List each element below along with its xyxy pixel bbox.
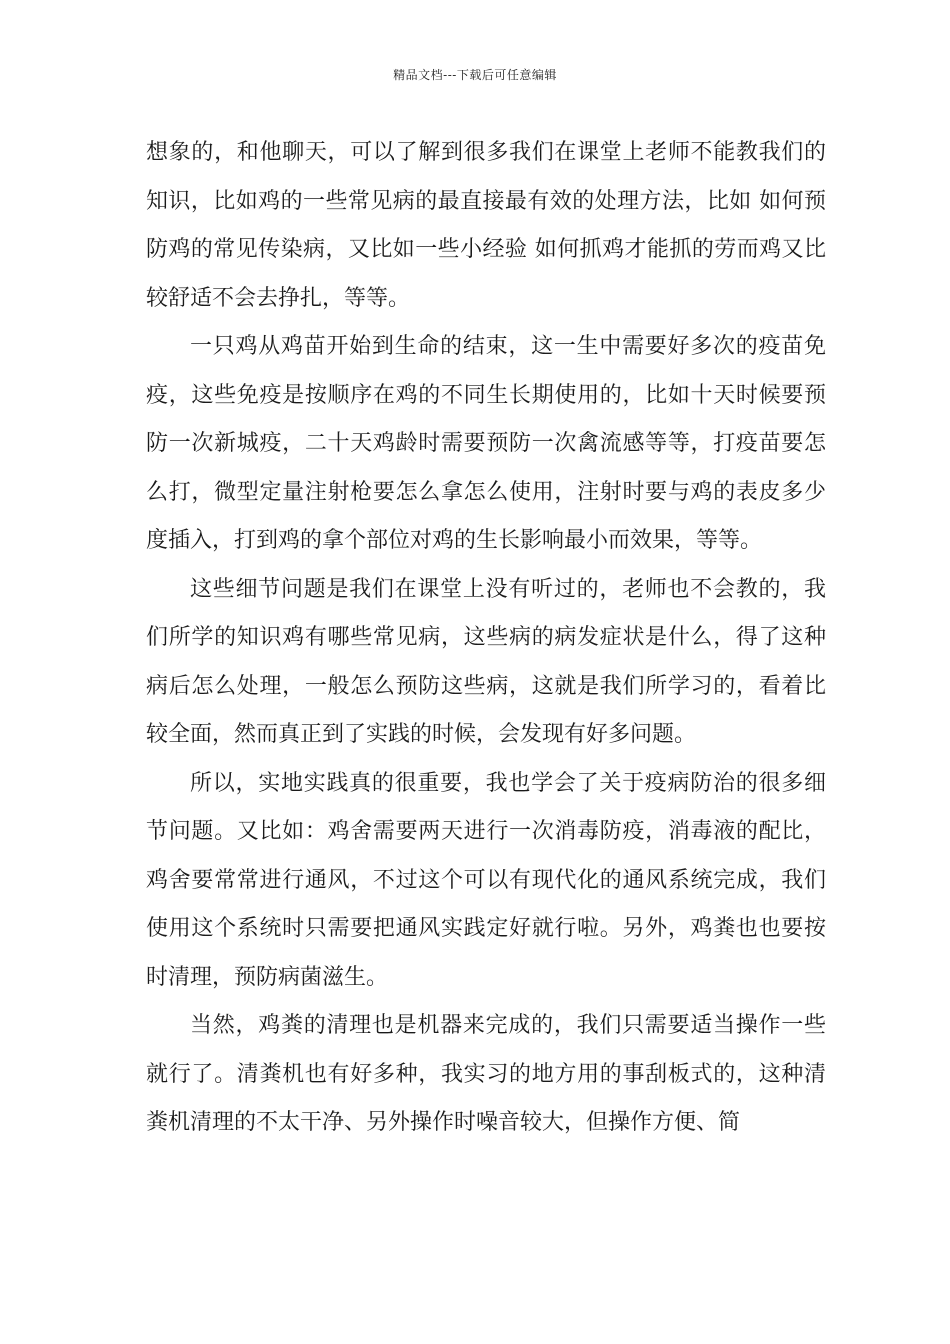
paragraph-1: 想象的，和他聊天，可以了解到很多我们在课堂上老师不能教我们的知识，比如鸡的一些常见病的最直接最有效的处理方法，比如 如何预防鸡的常见传染病，又比如一些小经验 如何抓鸡才能抓的劳而鸡又比较舒适不会去挣扎，等等。 bbox=[146, 140, 826, 311]
paragraph-3: 这些细节问题是我们在课堂上没有听过的，老师也不会教的，我们所学的知识鸡有哪些常见病，这些病的病发症状是什么，得了这种病后怎么处理，一般怎么预防这些病，这就是我们所学习的，看着比较全面，然而真正到了实践的时候，会发现有好多问题。 bbox=[146, 576, 826, 747]
page-header: 精品文档---下载后可任意编辑 bbox=[393, 68, 557, 82]
paragraph-5: 当然，鸡粪的清理也是机器来完成的，我们只需要适当操作一些就行了。清粪机也有好多种，我实习的地方用的事刮板式的，这种清粪机清理的不太干净、另外操作时噪音较大，但操作方便、简 bbox=[146, 1013, 826, 1135]
paragraph-2: 一只鸡从鸡苗开始到生命的结束，这一生中需要好多次的疫苗免疫，这些免疫是按顺序在鸡的不同生长期使用的，比如十天时候要预防一次新城疫，二十天鸡龄时需要预防一次禽流感等等，打疫苗要怎么打，微型定量注射枪要怎么拿怎么使用，注射时要与鸡的表皮多少度插入，打到鸡的拿个部位对鸡的生长影响最小而效果，等等。 bbox=[146, 334, 826, 553]
document-body bbox=[146, 129, 826, 1148]
paragraph-4: 所以，实地实践真的很重要，我也学会了关于疫病防治的很多细节问题。又比如：鸡舍需要两天进行一次消毒防疫，消毒液的配比，鸡舍要常常进行通风，不过这个可以有现代化的通风系统完成，我们使用这个系统时只需要把通风实践定好就行啦。另外，鸡粪也也要按时清理，预防病菌滋生。 bbox=[146, 770, 826, 990]
